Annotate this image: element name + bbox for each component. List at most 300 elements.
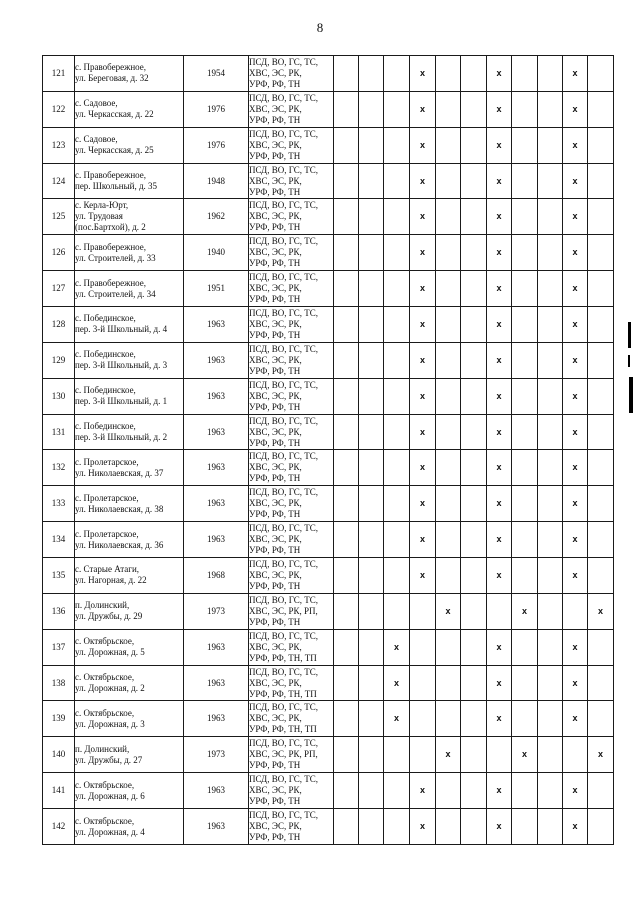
mark-cell-8: [512, 558, 538, 594]
works-line: УРФ, РФ, ТН: [249, 545, 301, 556]
mark-cell-11: [588, 56, 614, 92]
mark-cell-7: x: [487, 342, 512, 378]
works-line: УРФ, РФ, ТН: [249, 401, 301, 412]
mark-cell-11: [588, 665, 614, 701]
mark-cell-9: [538, 127, 563, 163]
address-line: пер. Школьный, д. 35: [75, 181, 158, 191]
table-row: [43, 342, 614, 378]
works-list-cell: [249, 450, 334, 486]
table-row: [43, 91, 614, 127]
row-number: 124: [43, 163, 75, 199]
works-line: УРФ, РФ, ТН: [249, 258, 301, 269]
row-number: 126: [43, 235, 75, 271]
mark-cell-4: x: [410, 558, 436, 594]
mark-cell-1: [334, 665, 359, 701]
build-year: 1963: [184, 486, 249, 522]
address-line: п. Долинский,: [75, 600, 130, 611]
works-line: ПСД, ВО, ГС, ТС,: [249, 92, 319, 103]
address-cell: [75, 56, 184, 92]
address-line: ул. Береговая, д. 32: [75, 73, 149, 84]
table-row: [43, 307, 614, 343]
mark-cell-5: [436, 91, 461, 127]
works-line: УРФ, РФ, ТН, ТП: [249, 652, 317, 663]
works-line: ХВС, ЭС, РК,: [249, 534, 302, 545]
mark-cell-6: [461, 235, 487, 271]
works-line: УРФ, РФ, ТН: [249, 580, 301, 591]
build-year: 1962: [184, 199, 249, 235]
address-cell: [75, 127, 184, 163]
address-line: ул. Черкасская, д. 22: [75, 109, 154, 120]
mark-cell-6: [461, 91, 487, 127]
table-row: [43, 199, 614, 235]
mark-cell-7: x: [487, 665, 512, 701]
row-number: 131: [43, 414, 75, 450]
row-number: 136: [43, 593, 75, 629]
works-line: ПСД, ВО, ГС, ТС,: [249, 451, 319, 462]
mark-cell-7: x: [487, 629, 512, 665]
mark-cell-10: x: [563, 486, 588, 522]
works-line: УРФ, РФ, ТН, ТП: [249, 688, 317, 699]
mark-cell-2: [359, 809, 384, 845]
mark-cell-3: [384, 307, 410, 343]
mark-cell-4: x: [410, 163, 436, 199]
address-line: ул. Дружбы, д. 29: [75, 611, 143, 622]
build-year: 1963: [184, 773, 249, 809]
mark-cell-9: [538, 809, 563, 845]
address-line: ул. Строителей, д. 34: [75, 288, 156, 299]
row-number: 132: [43, 450, 75, 486]
works-line: ХВС, ЭС, РК,: [249, 569, 302, 580]
table-row: [43, 701, 614, 737]
mark-cell-3: [384, 558, 410, 594]
mark-cell-8: [512, 522, 538, 558]
mark-cell-4: x: [410, 91, 436, 127]
build-year: 1954: [184, 56, 249, 92]
mark-cell-1: [334, 522, 359, 558]
mark-cell-8: [512, 271, 538, 307]
mark-cell-11: [588, 307, 614, 343]
mark-cell-3: [384, 486, 410, 522]
mark-cell-10: x: [563, 91, 588, 127]
address-line: пер. 3-й Школьный, д. 2: [75, 432, 168, 443]
mark-cell-8: [512, 378, 538, 414]
mark-cell-11: [588, 378, 614, 414]
works-line: УРФ, РФ, ТН: [249, 78, 301, 89]
mark-cell-7: [487, 593, 512, 629]
mark-cell-9: [538, 414, 563, 450]
scan-margin-mark: [629, 377, 633, 413]
address-cell: [75, 737, 184, 773]
table-row: [43, 522, 614, 558]
mark-cell-11: [588, 163, 614, 199]
mark-cell-8: [512, 342, 538, 378]
address-line: с. Пролетарское,: [75, 492, 139, 503]
mark-cell-6: [461, 809, 487, 845]
works-list-cell: [249, 665, 334, 701]
mark-cell-5: [436, 486, 461, 522]
mark-cell-6: [461, 414, 487, 450]
mark-cell-1: [334, 414, 359, 450]
address-line: с. Побединское,: [75, 313, 136, 324]
mark-cell-8: [512, 235, 538, 271]
mark-cell-5: [436, 629, 461, 665]
works-line: ПСД, ВО, ГС, ТС,: [249, 702, 319, 713]
mark-cell-8: [512, 307, 538, 343]
works-list-cell: [249, 737, 334, 773]
works-line: УРФ, РФ, ТН: [249, 473, 301, 484]
address-line: пер. 3-й Школьный, д. 4: [75, 324, 168, 335]
row-number: 137: [43, 629, 75, 665]
mark-cell-9: [538, 378, 563, 414]
mark-cell-10: x: [563, 665, 588, 701]
mark-cell-7: x: [487, 486, 512, 522]
mark-cell-7: x: [487, 450, 512, 486]
build-year: 1963: [184, 701, 249, 737]
mark-cell-8: [512, 56, 538, 92]
table-row: [43, 486, 614, 522]
mark-cell-5: [436, 773, 461, 809]
row-number: 135: [43, 558, 75, 594]
mark-cell-7: x: [487, 199, 512, 235]
mark-cell-7: x: [487, 235, 512, 271]
mark-cell-1: [334, 737, 359, 773]
address-cell: [75, 701, 184, 737]
mark-cell-1: [334, 199, 359, 235]
address-line: с. Побединское,: [75, 421, 136, 432]
address-line: ул. Дорожная, д. 4: [75, 826, 145, 837]
mark-cell-10: x: [563, 127, 588, 163]
mark-cell-3: [384, 199, 410, 235]
address-line: ул. Дорожная, д. 3: [75, 718, 145, 729]
address-line: с. Побединское,: [75, 349, 136, 360]
mark-cell-2: [359, 414, 384, 450]
row-number: 134: [43, 522, 75, 558]
mark-cell-2: [359, 593, 384, 629]
mark-cell-9: [538, 199, 563, 235]
mark-cell-9: [538, 486, 563, 522]
mark-cell-10: x: [563, 701, 588, 737]
mark-cell-5: [436, 378, 461, 414]
mark-cell-4: [410, 593, 436, 629]
address-cell: [75, 593, 184, 629]
housing-register-table: [42, 55, 614, 845]
mark-cell-5: x: [436, 737, 461, 773]
row-number: 130: [43, 378, 75, 414]
row-number: 141: [43, 773, 75, 809]
row-number: 139: [43, 701, 75, 737]
page-number: 8: [316, 20, 324, 35]
mark-cell-5: [436, 342, 461, 378]
mark-cell-1: [334, 342, 359, 378]
table-row: [43, 593, 614, 629]
mark-cell-9: [538, 307, 563, 343]
mark-cell-6: [461, 737, 487, 773]
works-line: УРФ, РФ, ТН, ТП: [249, 724, 317, 735]
works-list-cell: [249, 593, 334, 629]
mark-cell-8: [512, 450, 538, 486]
works-line: ХВС, ЭС, РК,: [249, 821, 302, 832]
works-line: ПСД, ВО, ГС, ТС,: [249, 343, 319, 354]
address-line: с. Правобережное,: [75, 277, 147, 288]
works-line: ПСД, ВО, ГС, ТС,: [249, 738, 319, 749]
address-line: ул. Дорожная, д. 2: [75, 683, 145, 694]
mark-cell-1: [334, 91, 359, 127]
row-number: 122: [43, 91, 75, 127]
mark-cell-6: [461, 450, 487, 486]
works-line: ХВС, ЭС, РК,: [249, 103, 302, 114]
works-list-cell: [249, 414, 334, 450]
table-row: [43, 378, 614, 414]
address-cell: [75, 522, 184, 558]
works-list-cell: [249, 127, 334, 163]
mark-cell-2: [359, 56, 384, 92]
mark-cell-1: [334, 307, 359, 343]
mark-cell-2: [359, 450, 384, 486]
mark-cell-9: [538, 56, 563, 92]
works-line: ПСД, ВО, ГС, ТС,: [249, 810, 319, 821]
mark-cell-8: [512, 486, 538, 522]
mark-cell-3: [384, 342, 410, 378]
mark-cell-3: [384, 414, 410, 450]
mark-cell-11: [588, 127, 614, 163]
table-row: [43, 414, 614, 450]
works-list-cell: [249, 56, 334, 92]
mark-cell-7: x: [487, 127, 512, 163]
mark-cell-11: [588, 450, 614, 486]
mark-cell-5: x: [436, 593, 461, 629]
works-line: УРФ, РФ, ТН: [249, 832, 301, 843]
mark-cell-8: [512, 127, 538, 163]
mark-cell-1: [334, 163, 359, 199]
works-line: ХВС, ЭС, РК,: [249, 390, 302, 401]
mark-cell-6: [461, 127, 487, 163]
works-line: ХВС, ЭС, РК,: [249, 498, 302, 509]
mark-cell-9: [538, 271, 563, 307]
mark-cell-11: [588, 522, 614, 558]
mark-cell-2: [359, 163, 384, 199]
row-number: 127: [43, 271, 75, 307]
works-line: УРФ, РФ, ТН: [249, 186, 301, 197]
mark-cell-1: [334, 271, 359, 307]
works-line: ПСД, ВО, ГС, ТС,: [249, 272, 319, 283]
mark-cell-4: x: [410, 522, 436, 558]
mark-cell-4: [410, 737, 436, 773]
row-number: 121: [43, 56, 75, 92]
mark-cell-3: [384, 271, 410, 307]
mark-cell-9: [538, 593, 563, 629]
works-line: ПСД, ВО, ГС, ТС,: [249, 558, 319, 569]
mark-cell-10: x: [563, 522, 588, 558]
address-line: с. Октябрьское,: [75, 707, 135, 718]
mark-cell-9: [538, 773, 563, 809]
mark-cell-4: x: [410, 235, 436, 271]
mark-cell-2: [359, 235, 384, 271]
mark-cell-6: [461, 163, 487, 199]
mark-cell-3: x: [384, 629, 410, 665]
works-line: ХВС, ЭС, РК,: [249, 67, 302, 78]
mark-cell-3: [384, 56, 410, 92]
mark-cell-3: [384, 773, 410, 809]
address-cell: [75, 558, 184, 594]
mark-cell-4: x: [410, 414, 436, 450]
works-line: УРФ, РФ, ТН: [249, 760, 301, 771]
row-number: 128: [43, 307, 75, 343]
mark-cell-6: [461, 271, 487, 307]
build-year: 1963: [184, 522, 249, 558]
mark-cell-9: [538, 235, 563, 271]
row-number: 140: [43, 737, 75, 773]
works-line: УРФ, РФ, ТН: [249, 509, 301, 520]
mark-cell-11: x: [588, 593, 614, 629]
mark-cell-7: x: [487, 701, 512, 737]
mark-cell-11: [588, 629, 614, 665]
mark-cell-1: [334, 378, 359, 414]
works-line: ПСД, ВО, ГС, ТС,: [249, 415, 319, 426]
mark-cell-2: [359, 271, 384, 307]
mark-cell-4: [410, 629, 436, 665]
mark-cell-6: [461, 378, 487, 414]
address-cell: [75, 342, 184, 378]
address-line: с. Октябрьское,: [75, 672, 135, 683]
mark-cell-2: [359, 629, 384, 665]
works-line: УРФ, РФ, ТН: [249, 114, 301, 125]
mark-cell-5: [436, 701, 461, 737]
mark-cell-11: [588, 809, 614, 845]
works-line: ПСД, ВО, ГС, ТС,: [249, 307, 319, 318]
mark-cell-2: [359, 558, 384, 594]
mark-cell-2: [359, 665, 384, 701]
works-line: ПСД, ВО, ГС, ТС,: [249, 200, 319, 211]
mark-cell-11: [588, 486, 614, 522]
mark-cell-9: [538, 522, 563, 558]
works-line: ПСД, ВО, ГС, ТС,: [249, 666, 319, 677]
address-line: с. Старые Атаги,: [75, 564, 140, 575]
mark-cell-1: [334, 773, 359, 809]
works-list-cell: [249, 342, 334, 378]
mark-cell-7: x: [487, 271, 512, 307]
mark-cell-7: [487, 737, 512, 773]
address-line: с. Керла-Юрт,: [75, 200, 129, 211]
mark-cell-3: x: [384, 665, 410, 701]
row-number: 123: [43, 127, 75, 163]
mark-cell-11: [588, 199, 614, 235]
table-row: [43, 558, 614, 594]
works-line: ПСД, ВО, ГС, ТС,: [249, 128, 319, 139]
works-line: ПСД, ВО, ГС, ТС,: [249, 236, 319, 247]
mark-cell-7: x: [487, 378, 512, 414]
build-year: 1976: [184, 91, 249, 127]
mark-cell-2: [359, 701, 384, 737]
works-list-cell: [249, 271, 334, 307]
mark-cell-10: x: [563, 773, 588, 809]
mark-cell-4: x: [410, 450, 436, 486]
address-line: ул. Дорожная, д. 5: [75, 647, 145, 658]
works-line: ПСД, ВО, ГС, ТС,: [249, 487, 319, 498]
mark-cell-4: [410, 665, 436, 701]
mark-cell-9: [538, 450, 563, 486]
works-line: ХВС, ЭС, РК,: [249, 139, 302, 150]
mark-cell-5: [436, 56, 461, 92]
works-line: ПСД, ВО, ГС, ТС,: [249, 594, 319, 605]
mark-cell-4: x: [410, 307, 436, 343]
mark-cell-7: x: [487, 414, 512, 450]
mark-cell-8: [512, 701, 538, 737]
build-year: 1963: [184, 665, 249, 701]
mark-cell-6: [461, 773, 487, 809]
works-list-cell: [249, 701, 334, 737]
mark-cell-10: x: [563, 414, 588, 450]
mark-cell-10: x: [563, 342, 588, 378]
table-row: [43, 665, 614, 701]
address-line: с. Садовое,: [75, 134, 118, 145]
mark-cell-8: [512, 629, 538, 665]
mark-cell-4: x: [410, 271, 436, 307]
mark-cell-10: x: [563, 450, 588, 486]
mark-cell-3: x: [384, 701, 410, 737]
mark-cell-4: x: [410, 378, 436, 414]
mark-cell-8: x: [512, 737, 538, 773]
mark-cell-9: [538, 91, 563, 127]
build-year: 1940: [184, 235, 249, 271]
table-row: [43, 809, 614, 845]
works-line: ХВС, ЭС, РК,: [249, 677, 302, 688]
works-line: ХВС, ЭС, РК,: [249, 713, 302, 724]
mark-cell-1: [334, 235, 359, 271]
mark-cell-5: [436, 558, 461, 594]
build-year: 1973: [184, 737, 249, 773]
build-year: 1963: [184, 414, 249, 450]
mark-cell-10: x: [563, 558, 588, 594]
works-line: УРФ, РФ, ТН: [249, 222, 301, 233]
works-line: УРФ, РФ, ТН: [249, 329, 301, 340]
works-list-cell: [249, 163, 334, 199]
mark-cell-3: [384, 522, 410, 558]
mark-cell-5: [436, 127, 461, 163]
mark-cell-10: [563, 593, 588, 629]
mark-cell-10: x: [563, 235, 588, 271]
mark-cell-9: [538, 342, 563, 378]
address-line: с. Правобережное,: [75, 241, 147, 252]
works-line: ПСД, ВО, ГС, ТС,: [249, 774, 319, 785]
mark-cell-10: x: [563, 56, 588, 92]
mark-cell-3: [384, 378, 410, 414]
works-line: ХВС, ЭС, РК,: [249, 354, 302, 365]
works-line: ХВС, ЭС, РК,: [249, 641, 302, 652]
table-row: [43, 56, 614, 92]
mark-cell-6: [461, 342, 487, 378]
address-line: (пос.Бартхой), д. 2: [75, 222, 146, 233]
mark-cell-8: x: [512, 593, 538, 629]
works-line: ХВС, ЭС, РК,: [249, 426, 302, 437]
address-line: с. Пролетарское,: [75, 456, 139, 467]
build-year: 1973: [184, 593, 249, 629]
mark-cell-10: x: [563, 378, 588, 414]
mark-cell-8: [512, 91, 538, 127]
address-line: ул. Дорожная, д. 6: [75, 790, 145, 801]
mark-cell-6: [461, 199, 487, 235]
mark-cell-7: x: [487, 522, 512, 558]
scan-margin-mark: [628, 322, 631, 348]
mark-cell-8: [512, 414, 538, 450]
works-line: ПСД, ВО, ГС, ТС,: [249, 379, 319, 390]
build-year: 1963: [184, 342, 249, 378]
address-cell: [75, 486, 184, 522]
row-number: 125: [43, 199, 75, 235]
mark-cell-5: [436, 522, 461, 558]
mark-cell-11: [588, 342, 614, 378]
address-cell: [75, 199, 184, 235]
mark-cell-5: [436, 307, 461, 343]
